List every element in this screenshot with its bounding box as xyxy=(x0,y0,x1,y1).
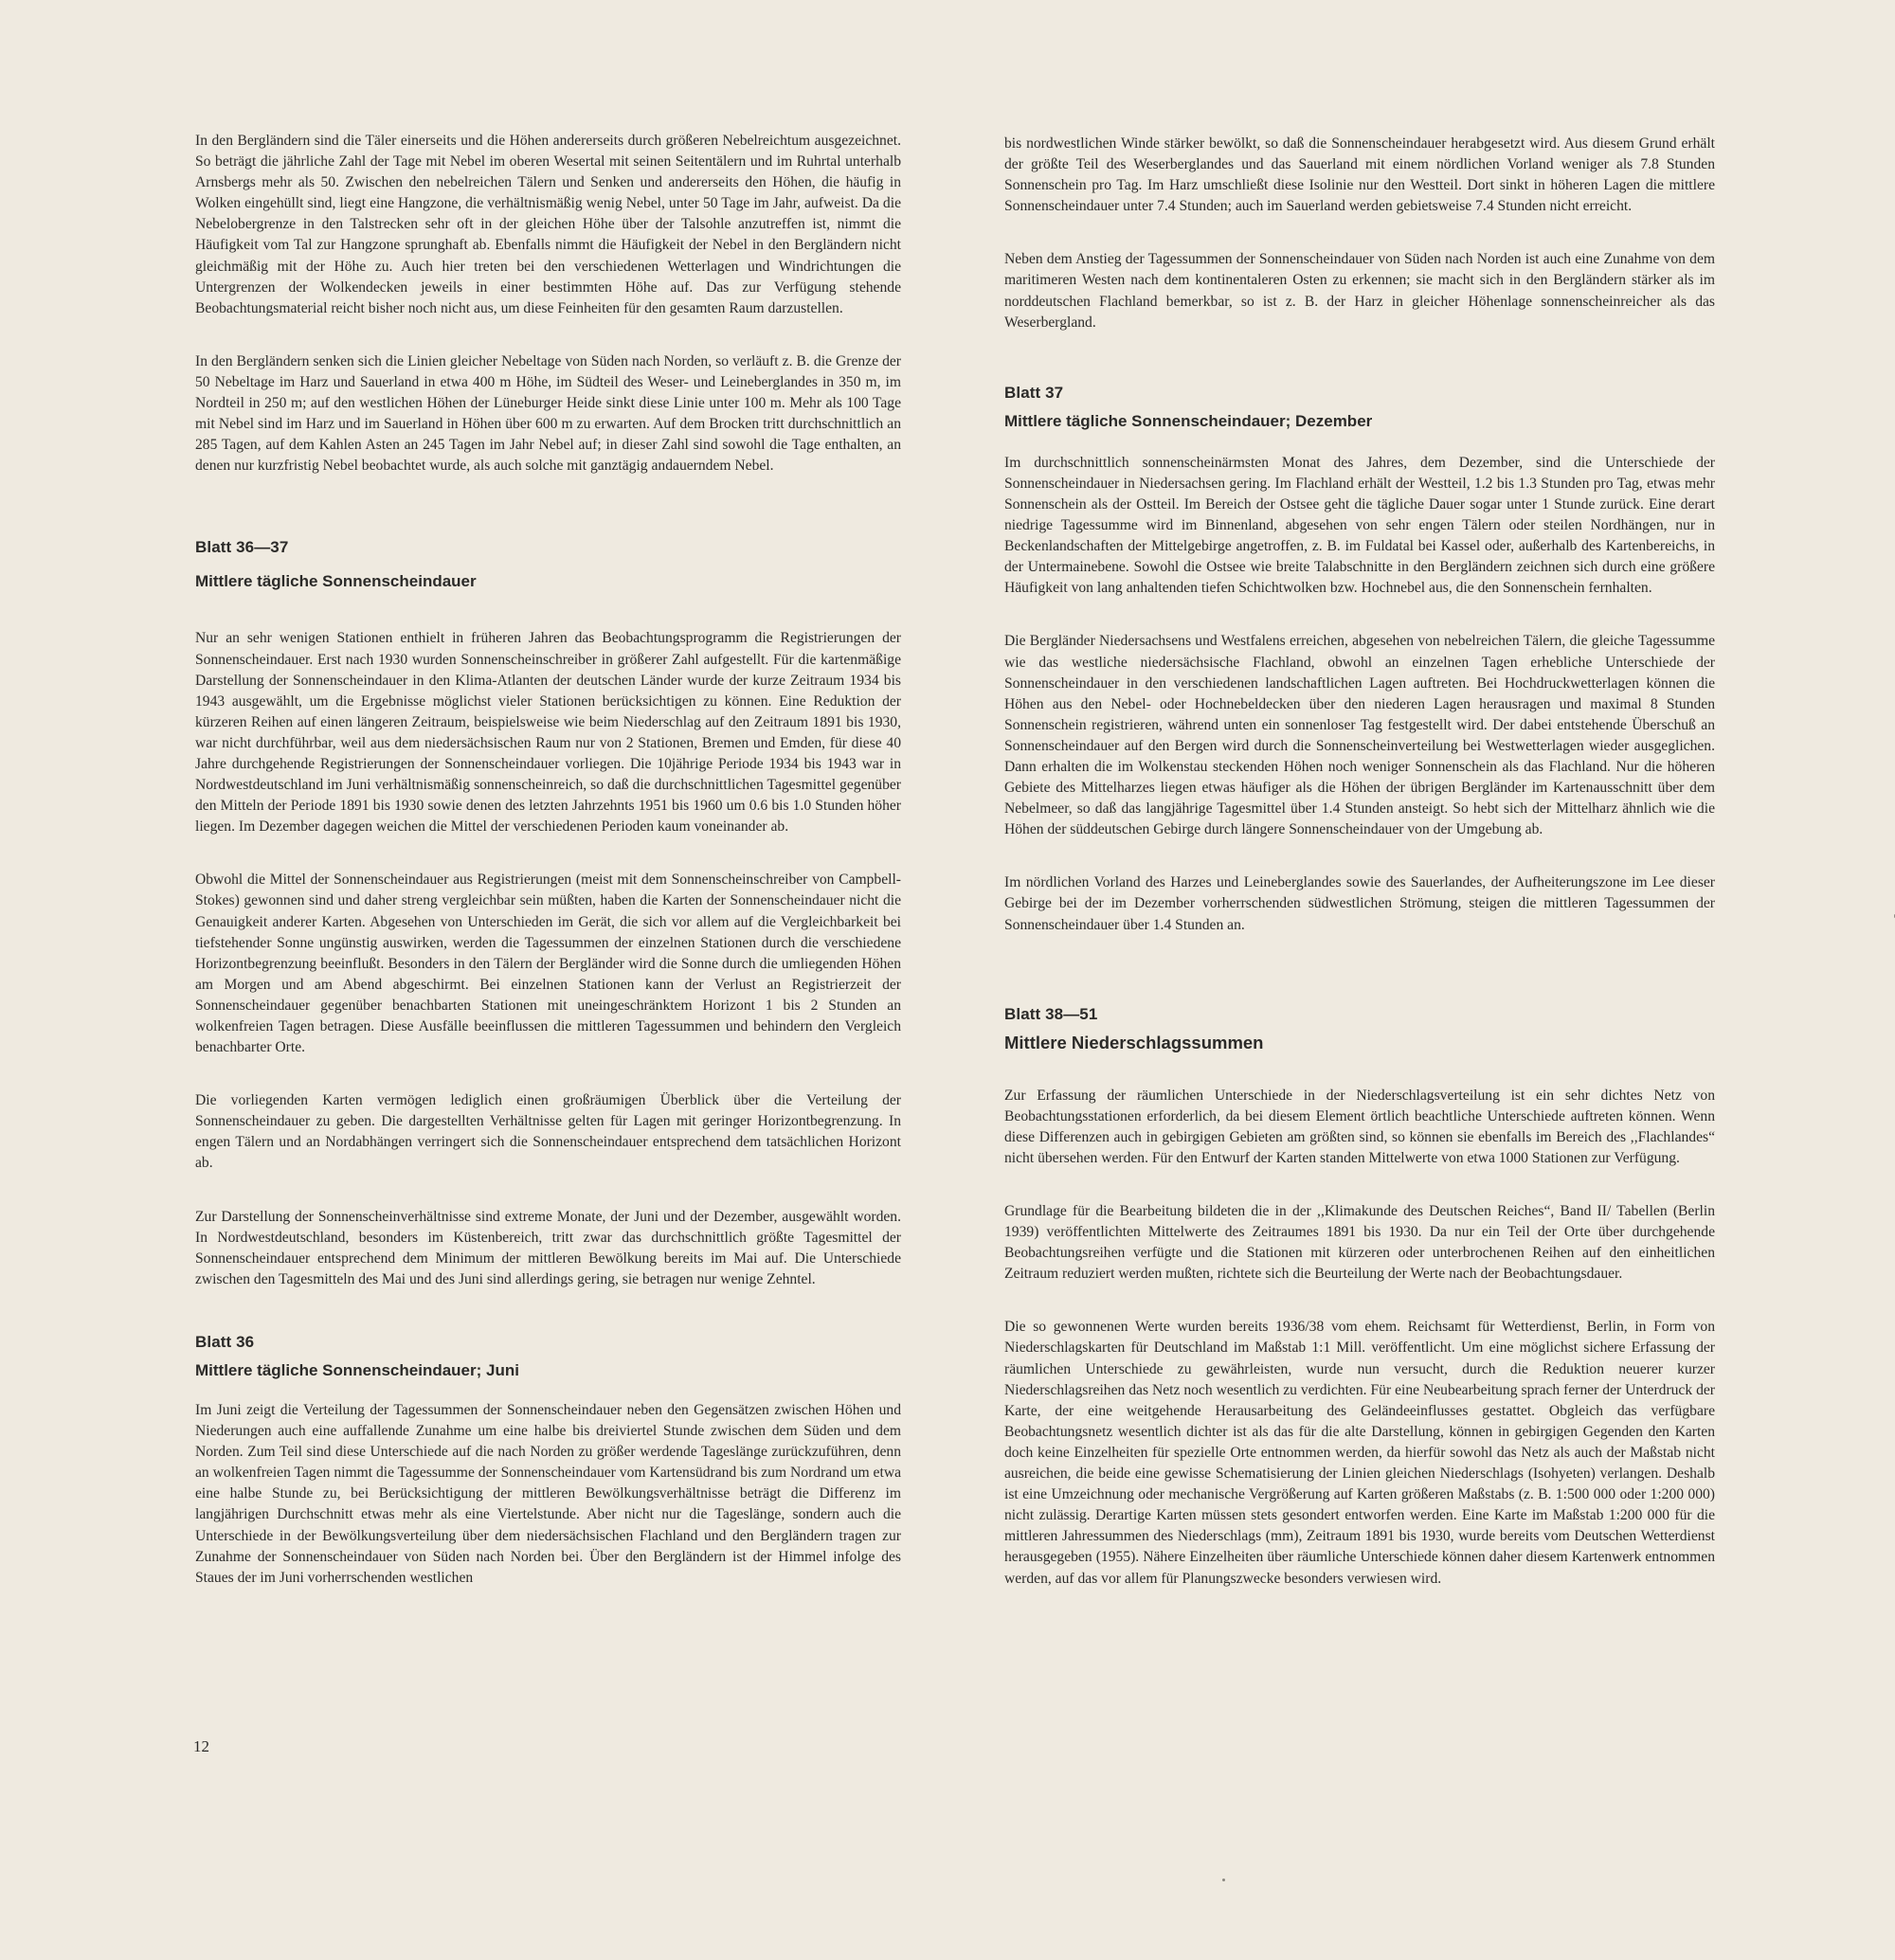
left-column xyxy=(195,131,901,1621)
paragraph: Nur an sehr wenigen Stationen enthielt in früheren Jahren das Beobachtungsprogramm die Registrierungen der Sonnenscheindauer. Erst nach 1930 wurden Sonnenscheinschreiber in größerer Zahl aufgestellt. Für die kartenmäßige Darstellung der Sonnenscheindauer in den Klima-Atlanten der deutschen Länder wurde der kurze Zeitraum 1934 bis 1943 ausgewählt, um die Ergebnisse möglichst vieler Stationen berücksichtigen zu können. Eine Reduktion der kürzeren Reihen auf einen längeren Zeitraum, beispielsweise wie beim Niederschlag auf den Zeitraum 1891 bis 1930, war nicht durchführbar, weil aus dem niedersächsischen Raum nur von 2 Stationen, Bremen und Emden, für diese 40 Jahre durchgehende Registrierungen der Sonnenscheindauer vorliegen. Die 10jährige Periode 1934 bis 1943 war in Nordwestdeutschland im Juni verhältnismäßig sonnenscheinreich, so daß die durchschnittlichen Tagesmittel gegenüber den Mitteln der Periode 1891 bis 1930 sowie denen des letzten Jahrzehnts 1951 bis 1960 um 0.6 bis 1.0 Stunden höher liegen. Im Dezember dagegen weichen die Mittel der verschiedenen Perioden kaum voneinander ab. xyxy=(195,630,901,836)
paragraph: In den Bergländern sind die Täler einerseits und die Höhen andererseits durch größeren Nebelreichtum ausgezeichnet. So beträgt die jährliche Zahl der Tage mit Nebel im oberen Wesertal mit seinen Seitentälern und im Ruhrtal unterhalb Arnsbergs mehr als 50. Zwischen den nebelreichen Tälern und Senken und andererseits den Höhen, die häufig in Wolken eingehüllt sind, liegt eine Hangzone, die verhältnismäßig wenig Nebel, unter 50 Tage im Jahr, aufweist. Da die Nebelobergrenze in den Talstrecken sehr oft in der gleichen Höhe über der Talsohle anzutreffen ist, nimmt die Häufigkeit vom Tal zur Hangzone sprunghaft ab. Ebenfalls nimmt die Häufigkeit der Nebel in den Bergländern nicht gleichmäßig mit der Höhe zu. Auch hier treten bei den verschiedenen Wetterlagen und Windrichtungen die Untergrenzen der Wolkendecken jeweils in einer bestimmten Höhe auf. Das zur Verfügung stehende Beobachtungsmaterial reicht bisher noch nicht aus, um diese Feinheiten für den gesamten Raum darzustellen. xyxy=(195,133,901,316)
section-number: Blatt 37 xyxy=(1004,383,1064,402)
paragraph: In den Bergländern senken sich die Linien gleicher Nebeltage von Süden nach Norden, so verläuft z. B. die Grenze der 50 Nebeltage im Harz und Sauerland in etwa 400 m Höhe, im Südteil des Weser- und Leineberglandes in 350 m, im Nordteil in 250 m; auf den westlichen Höhen der Lüneburger Heide sinkt diese Linie unter 100 m. Mehr als 100 Tage mit Nebel sind im Harz und im Sauerland in Höhen über 600 m zu erwarten. Auf dem Brocken tritt durchschnittlich an 285 Tagen, auf dem Kahlen Asten an 245 Tagen im Jahr Nebel auf; in dieser Zahl sind sowohl die Tage enthalten, an denen nur kurzfristig Nebel beobachtet wurde, als auch solche mit ganztägig andauerndem Nebel. xyxy=(195,352,901,475)
paragraph: Die Bergländer Niedersachsens und Westfalens erreichen, abgesehen von nebelreichen Tälern, die gleiche Tagessumme wie das westliche niedersächsische Flachland, obwohl an einzelnen Tagen erhebliche Unterschiede der Sonnenscheindauer in den verschiedenen landschaftlichen Lagen auftreten. Bei Hochdruckwetterlagen können die Höhen aus den Nebel- oder Hochnebeldecken über den niederen Lagen herausragen und maximal 8 Stunden Sonnenschein registrieren, während unten ein sonnenloser Tag festgestellt wird. Der dabei entstehende Überschuß an Sonnenscheindauer auf den Bergen wird durch die Sonnenscheinverteilung bei Westwetterlagen wieder ausgeglichen. Dann erhalten die im Wolkenstau steckenden Höhen noch weniger Sonnenschein als das Flachland. Nur die höheren Gebiete des Mittelharzes liegen etwas häufiger als die Höhen der übrigen Bergländer im Kartenausschnitt über dem Nebelmeer, so daß das langjährige Tagesmittel über 1.4 Stunden ansteigt. So hebt sich der Mittelharz ähnlich wie die Höhen der süddeutschen Gebirge durch längere Sonnenscheindauer von der Umgebung ab. xyxy=(1004,633,1715,838)
section-title: Mittlere tägliche Sonnenscheindauer xyxy=(195,572,477,591)
section-number: Blatt 36 xyxy=(195,1332,255,1351)
page-number: 12 xyxy=(193,1737,209,1755)
paragraph: Im durchschnittlich sonnenscheinärmsten Monat des Jahres, dem Dezember, sind die Unterschiede der Sonnenscheindauer in Niedersachsen gering. Im Flachland erhält der Westteil, 1.2 bis 1.3 Stunden pro Tag, etwas mehr Sonnenschein als der Ostteil. Im Bereich der Ostsee geht die tägliche Dauer sogar unter 1 Stunde zurück. Eine derart niedrige Tagessumme wird im Binnenland, abgesehen von sehr engen Tälern oder steilen Nordhängen, nur in Beckenlandschaften der Mittelgebirge angetroffen, z. B. im Fuldatal bei Kassel oder, außerhalb des Kartenbereichs, in der Untermainebene. Sowohl die Ostsee wie breite Talabschnitte in den Bergländern zeichnen sich durch eine größere Häufigkeit von lang anhaltenden tiefen Schichtwolken bzw. Hochnebel aus, die den Sonnenschein fernhalten. xyxy=(1004,454,1715,597)
section-number: Blatt 36—37 xyxy=(195,538,289,557)
paragraph: Zur Darstellung der Sonnenscheinverhältnisse sind extreme Monate, der Juni und der Dezember, ausgewählt worden. In Nordwestdeutschland, besonders im Küstenbereich, tritt zwar das durchschnittlich größte Tagesmittel der Sonnenscheindauer entsprechend dem Minimum der mittleren Bewölkung bereits im Mai auf. Die Unterschiede zwischen den Tagesmitteln des Mai und des Juni sind allerdings gering, sie betragen nur wenige Zehntel. xyxy=(195,1208,901,1287)
section-title: Mittlere tägliche Sonnenscheindauer; Dezember xyxy=(1004,411,1373,430)
paragraph: Grundlage für die Bearbeitung bildeten die in der ,,Klimakunde des Deutschen Reiches“, Band II/ Tabellen (Berlin 1939) veröffentlichten Mittelwerte des Zeitraumes 1891 bis 1930. Da nur ein Teil der Orte über durchgehende Beobachtungsreihen verfügte und die Stationen mit kürzeren oder unterbrochenen Reihen auf den einheitlichen Zeitraum reduziert werden mußten, richtete sich die Beurteilung der Werte nach der Beobachtungsdauer. xyxy=(1004,1203,1715,1283)
paragraph: bis nordwestlichen Winde stärker bewölkt, so daß die Sonnenscheindauer herabgesetzt wird. Aus diesem Grund erhält der größte Teil des Weserberglandes und das Sauerland mit einem nördlichen Vorland weniger als 7.8 Stunden Sonnenschein pro Tag. Im Harz umschließt diese Isolinie nur den Westteil. Dort sinkt in höheren Lagen die mittlere Sonnenscheindauer unter 7.4 Stunden; auch im Sauerland werden gebietsweise 7.4 Stunden nicht erreicht. xyxy=(1004,135,1715,215)
paper-speck xyxy=(1222,1879,1225,1881)
section-number: Blatt 38—51 xyxy=(1004,1004,1098,1023)
paragraph: Die vorliegenden Karten vermögen lediglich einen großräumigen Überblick über die Verteilung der Sonnenscheindauer zu geben. Die dargestellten Verhältnisse gelten für Lagen mit geringer Horizontbegrenzung. In engen Tälern und an Nordabhängen verringert sich die Sonnenscheindauer entsprechend dem tatsächlichen Horizont ab. xyxy=(195,1092,901,1172)
paragraph: Zur Erfassung der räumlichen Unterschiede in der Niederschlagsverteilung ist ein sehr dichtes Netz von Beobachtungsstationen erforderlich, da bei diesem Element örtlich beachtliche Unterschiede auftreten können. Wenn diese Differenzen auch in gebirgigen Gebieten am größten sind, so können sie ebenfalls im Bereich des ,,Flachlandes“ nicht übersehen werden. Für den Entwurf der Karten standen Mittelwerte von etwa 1000 Stationen zur Verfügung. xyxy=(1004,1087,1715,1166)
paragraph: Neben dem Anstieg der Tagessummen der Sonnenscheindauer von Süden nach Norden ist auch eine Zunahme von dem maritimeren Westen nach dem kontinentaleren Osten zu erkennen; sie macht sich in den Bergländern stärker als im norddeutschen Flachland bemerkbar, so ist z. B. der Harz in gleicher Höhenlage sonnenscheinreicher als das Weserbergland. xyxy=(1004,251,1715,331)
section-title: Mittlere Niederschlagssummen xyxy=(1004,1032,1264,1052)
right-column xyxy=(1004,134,1715,1622)
paragraph: Die so gewonnenen Werte wurden bereits 1936/38 vom ehem. Reichsamt für Wetterdienst, Berlin, in Form von Niederschlagskarten für Deutschland im Maßstab 1:1 Mill. veröffentlicht. Um eine möglichst sichere Erfassung der räumlichen Unterschiede zu gewährleisten, wurde nun versucht, durch die Reduktion neuerer kurzer Niederschlagsreihen das Netz noch wesentlich zu verdichten. Für eine Neubearbeitung sprach ferner der Unterdruck der Karte, der eine weitgehende Herausarbeitung des Geländeeinflusses gestattet. Obgleich das verfügbare Beobachtungsnetz wesentlich dichter ist als das für die alte Darstellung, können in gebirgigen Gegenden den Karten doch keine Einzelheiten für spezielle Orte entnommen werden, da hierfür sowohl das Netz als auch der Maßstab nicht ausreichen, die beide eine gewisse Schematisierung der Linien gleichen Niederschlags (Isohyeten) verlangen. Deshalb ist eine Umzeichnung oder mechanische Vergrößerung auf Karten größeren Maßstabs (z. B. 1:500 000 oder 1:200 000) nicht zulässig. Derartige Karten müssen stets gesondert entworfen werden. Eine Karte im Maßstab 1:200 000 für die mittleren Jahressummen des Niederschlags (mm), Zeitraum 1891 bis 1930, wurde bereits vom Deutschen Wetterdienst herausgegeben (1955). Nähere Einzelheiten über räumliche Unterschiede können daher diesem Kartenwerk entnommen werden, auf das vor allem für Planungszwecke besonders verwiesen wird. xyxy=(1004,1319,1715,1587)
paragraph: Im nördlichen Vorland des Harzes und Leineberglandes sowie des Sauerlandes, der Aufheiterungszone im Lee dieser Gebirge bei der im Dezember vorherrschenden südwestlichen Strömung, steigen die mittleren Tagessummen der Sonnenscheindauer über 1.4 Stunden an. xyxy=(1004,874,1715,933)
section-title: Mittlere tägliche Sonnenscheindauer; Juni xyxy=(195,1360,519,1379)
paragraph: Obwohl die Mittel der Sonnenscheindauer aus Registrierungen (meist mit dem Sonnenscheinschreiber von Campbell-Stokes) gewonnen sind und daher streng vergleichbar sein müßten, haben die Karten der Sonnenscheindauer nicht die Genauigkeit anderer Karten. Abgesehen von Unterschieden im Gerät, die sich vor allem auf die Vergleichbarkeit bei tiefstehender Sonne ungünstig auswirken, werden die Tagessummen der einzelnen Stationen durch die verschiedene Horizontbegrenzung beeinflußt. Besonders in den Tälern der Bergländer wird die Sonne durch die umliegenden Höhen am Morgen und am Abend abgeschirmt. Bei einzelnen Stationen kann der Verlust an Registrierzeit der Sonnenscheindauer gegenüber benachbarten Stationen mit uneingeschränktem Horizont 1 bis 2 Stunden an wolkenfreien Tagen betragen. Diese Ausfälle beeinflussen die mittleren Tagessummen und behindern den Vergleich benachbarter Orte. xyxy=(195,872,901,1056)
paragraph: Im Juni zeigt die Verteilung der Tagessummen der Sonnenscheindauer neben den Gegensätzen zwischen Höhen und Niederungen auch eine auffallende Zunahme um eine halbe bis dreiviertel Stunde zwischen dem Süden und dem Norden. Zum Teil sind diese Unterschiede auf die nach Norden zu größer werdende Tageslänge zurückzuführen, denn an wolkenfreien Tagen nimmt die Tagessumme der Sonnenscheindauer vom Kartensüdrand bis zum Nordrand um etwa eine halbe Stunde zu, bei Berücksichtigung der mittleren Bewölkungsverhältnisse beträgt die Differenz im langjährigen Durchschnitt etwas mehr als eine Viertelstunde. Aber nicht nur die Tageslänge, sondern auch die Unterschiede in der Bewölkungsverteilung über dem niedersächsischen Flachland und den Bergländern tragen zur Zunahme der Sonnenscheindauer von Süden nach Norden bei. Über den Bergländern ist der Himmel infolge des Staues der im Juni vorherrschenden westlichen xyxy=(195,1401,901,1586)
